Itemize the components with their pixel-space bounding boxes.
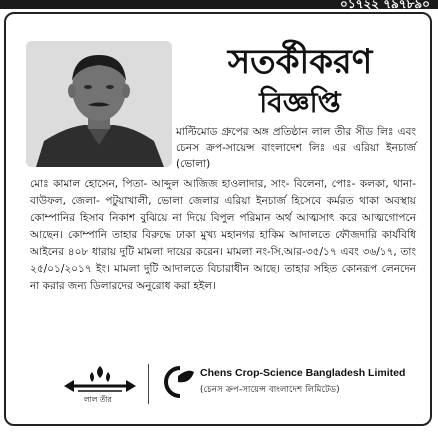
notice-title: সতর্কীকরণ xyxy=(227,42,373,82)
chens-logo xyxy=(158,362,196,402)
footer-divider xyxy=(148,364,149,404)
chens-leaf-logo-icon xyxy=(158,362,196,402)
lal-tir-logo xyxy=(64,364,136,408)
top-strip xyxy=(0,0,438,9)
arrow-seed-logo-icon xyxy=(64,364,136,396)
top-strip-text: ০১৭২২ ৭৯৭৮৯০ xyxy=(340,0,430,9)
person-portrait-icon xyxy=(26,41,172,167)
notice-body-text: মোঃ কামাল হোসেন, পিতা- আব্দুল আজিজ হাওলাদার, সাং- বিলেনা, পোঃ- কলকা, থানা- বাউফল, জেলা- পটুয়াখালী, ভোলা জেলার এরিয়া ইনচার্জ হিসেবে কর্মরত থাকা অবস্থায় কোম্পানির হিসাব নিকাশ বুঝিয়ে না দিয়ে বিপুল পরিমান অর্থ আত্মসাৎ করে আত্মগোপনে আছেন। কোম্পানি তাহার বিরুদ্ধে ঢাকা মুখ্য মহানগর হাকিম আদালতে ফৌজদারি কার্যবিধি আইনের ৪০৮ ধারায় দুটি মামলা দায়ের করেন। মামলা নং-সি.আর-৩৫/১৭ এবং ৩৬/১৭, তাং ২৫/০১/২০১৭ ইং। মামলা দুটি আদালতে বিচারাধীন আছে। তাহার সহিত কোনরূপ লেনদেন না করার জন্য ডিলারদের অনুরোধ করা হইল। xyxy=(30,178,416,292)
notice-lead-text: মাল্টিমোড গ্রুপের অঙ্গ প্রতিষ্ঠান লাল তীর সীড লিঃ এবং চেনস ক্রপ-সায়েন্স বাংলাদেশ লিঃ এর এরিয়া ইনচার্জ (ভোলা) xyxy=(176,126,416,170)
company-name-en: Chens Crop-Science Bangladesh Limited xyxy=(200,367,406,379)
notice-subtitle: বিজ্ঞপ্তি xyxy=(259,86,341,119)
lal-tir-caption: লাল তীর xyxy=(84,395,112,404)
person-photo xyxy=(26,41,172,167)
company-name-bn: (চেনস ক্রপ-সায়েন্স বাংলাদেশ লিমিটেড) xyxy=(200,385,340,395)
